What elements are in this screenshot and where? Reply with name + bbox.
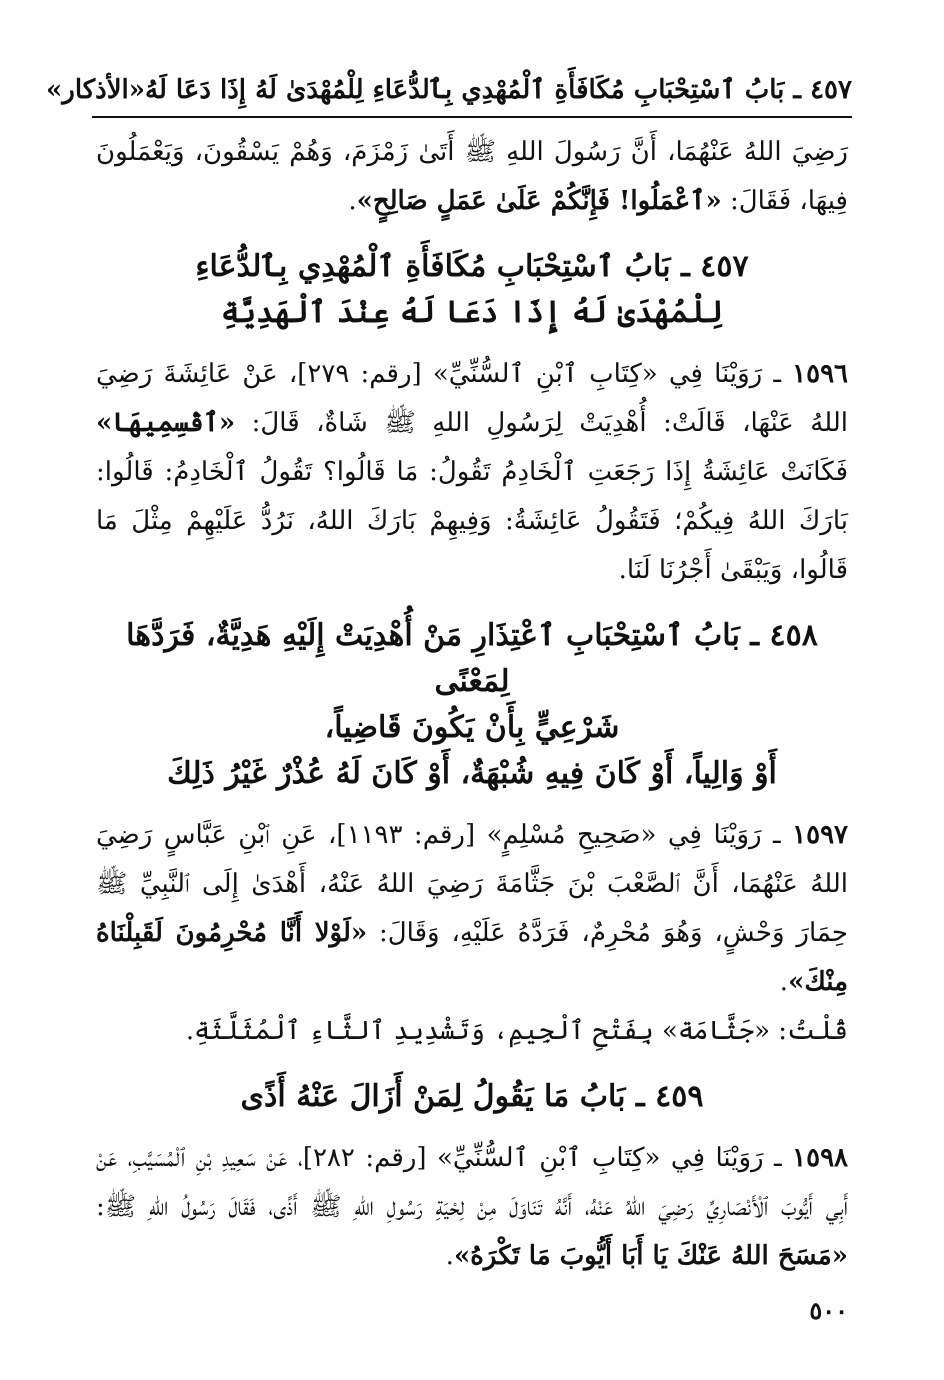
chapter-458-line-2: شَرْعِيٍّ بِأَنْ يَكُونَ قَاضِياً،: [324, 710, 620, 745]
hadith-1597-end: .: [779, 967, 789, 997]
hadith-1597-quote: «لَوْلا أَنَّا مُحْرِمُونَ لَقَبِلْنَاهُ مِنْكَ»: [96, 918, 848, 997]
chapter-458-line-3: أَوْ وَالِياً، أَوْ كَانَ فِيهِ شُبْهَةٌ، أَوْ كَانَ لَهُ عُذْرٌ غَيْرُ ذَلِكَ: [167, 756, 777, 791]
chapter-458-line-1: ٤٥٨ ـ بَابُ ٱسْتِحْبَابِ ٱعْتِذَارِ مَنْ أُهْدِيَتْ إِلَيْهِ هَدِيَّةٌ، فَرَدَّهَا لِمَعْنًى: [126, 618, 818, 699]
hadith-1598-end: .: [445, 1241, 454, 1271]
chapter-457-heading: [96, 244, 848, 336]
hadith-1597-number: ١٥٩٧: [792, 820, 849, 850]
hadith-1598: [96, 1134, 848, 1281]
page-body: [96, 128, 848, 1281]
hadith-1597-text-1: ـ رَوَيْنَا فِي «صَحِيحِ مُسْلِمٍ» [رقم: ١١٩٣]، عَنِ ٱبْنِ عَبَّاسٍ رَضِيَ اللهُ عَنْهُمَا، أَنَّ ٱلصَّعْبَ بْنَ جَثَّامَةَ رَضِيَ اللهُ عَنْهُ، أَهْدَىٰ إِلَى ٱلنَّبِيِّ ﷺ حِمَارَ وَحْشٍ، وَهُوَ مُحْرِمٌ، فَرَدَّهُ عَلَيْهِ، وَقَالَ:: [96, 820, 848, 948]
carryover-paragraph: [96, 128, 848, 226]
hadith-1597: [96, 811, 848, 1007]
chapter-459-heading: [96, 1074, 848, 1120]
carryover-end: .: [348, 186, 357, 216]
hadith-1598-quote: «مَسَحَ اللهُ عَنْكَ يَا أَبَا أَيُّوبَ مَا تَكْرَهُ»: [453, 1241, 848, 1271]
hadith-1598-text-1: ـ رَوَيْنَا فِي «كِتَابِ ٱبْنِ ٱلسُّنِّيِّ» [رقم: ٢٨٢]، عَنْ سَعِيدِ بْنِ ٱلْمُسَيَّبِ، عَنْ أَبِي أَيُّوبَ ٱلْأَنْصَارِيِّ رَضِيَ اللهُ عَنْهُ، أَنَّهُ تَنَاوَلَ مِنْ لِحْيَةِ رَسُولِ اللهِ ﷺ أَذًى، فَقَالَ رَسُولُ اللهِ ﷺ:: [96, 1143, 848, 1222]
page-number: ٥٠٠: [809, 1296, 848, 1325]
hadith-1596-text-1: ـ رَوَيْنَا فِي «كِتَابِ ٱبْنِ ٱلسُّنِّيِّ» [رقم: ٢٧٩]، عَنْ عَائِشَةَ رَضِيَ اللهُ عَنْهَا، قَالَتْ: أُهْدِيَتْ لِرَسُولِ اللهِ ﷺ شَاةٌ، قَالَ:: [96, 359, 848, 438]
chapter-457-line-2: لِلْمُهْدَىٰ لَهُ إِذَا دَعَا لَهُ عِنْدَ ٱلْهَدِيَّةِ: [220, 295, 724, 330]
hadith-1596-quote: «ٱقْسِمِيهَا»: [96, 408, 236, 438]
chapter-458-heading: [96, 613, 848, 797]
carryover-quote: «ٱعْمَلُوا! فَإِنَّكُمْ عَلَىٰ عَمَلٍ صَالِحٍ»: [356, 186, 722, 216]
hadith-1596-text-2: فَكَانَتْ عَائِشَةُ إِذَا رَجَعَتِ ٱلْخَادِمُ تَقُولُ: مَا قَالُوا؟ تَقُولُ ٱلْخَادِمُ: قَالُوا: بَارَكَ اللهُ فِيكُمْ؛ فَتَقُولُ عَائِشَةُ: وَفِيهِمْ بَارَكَ اللهُ، نَرُدُّ عَلَيْهِمْ مِثْلَ مَا قَالُوا، وَيَبْقَىٰ أَجْرُنَا لَنَا.: [96, 457, 848, 585]
running-header: [46, 66, 852, 114]
header-chapter-title: ٤٥٧ ـ بَابُ ٱسْتِحْبَابِ مُكَافَأَةِ ٱلْمُهْدِي بِٱلدُّعَاءِ لِلْمُهْدَىٰ لَهُ إِذَا دَعَا لَهُ: [145, 75, 852, 105]
hadith-1596-number: ١٥٩٦: [792, 359, 848, 389]
header-book-title: «الأذكار»: [46, 75, 146, 105]
hadith-1596: [96, 350, 848, 595]
editor-note: قُلْتُ: «جَثَّامَة» بِفَتْحِ ٱلْجِيمِ، وَتَشْدِيدِ ٱلثَّاءِ ٱلْمُثَلَّثَةِ.: [185, 1016, 848, 1046]
header-rule: [92, 116, 852, 118]
chapter-457-line-1: ٤٥٧ ـ بَابُ ٱسْتِحْبَابِ مُكَافَأَةِ ٱلْمُهْدِي بِٱلدُّعَاءِ: [195, 249, 749, 284]
carryover-text: رَضِيَ اللهُ عَنْهُمَا، أَنَّ رَسُولَ اللهِ ﷺ أَتَىٰ زَمْزَمَ، وَهُمْ يَسْقُونَ، وَيَعْمَلُونَ فِيهَا، فَقَالَ:: [96, 137, 848, 216]
hadith-1598-number: ١٥٩٨: [792, 1143, 848, 1173]
chapter-459-line-1: ٤٥٩ ـ بَابُ مَا يَقُولُ لِمَنْ أَزَالَ عَنْهُ أَذًى: [240, 1079, 704, 1114]
